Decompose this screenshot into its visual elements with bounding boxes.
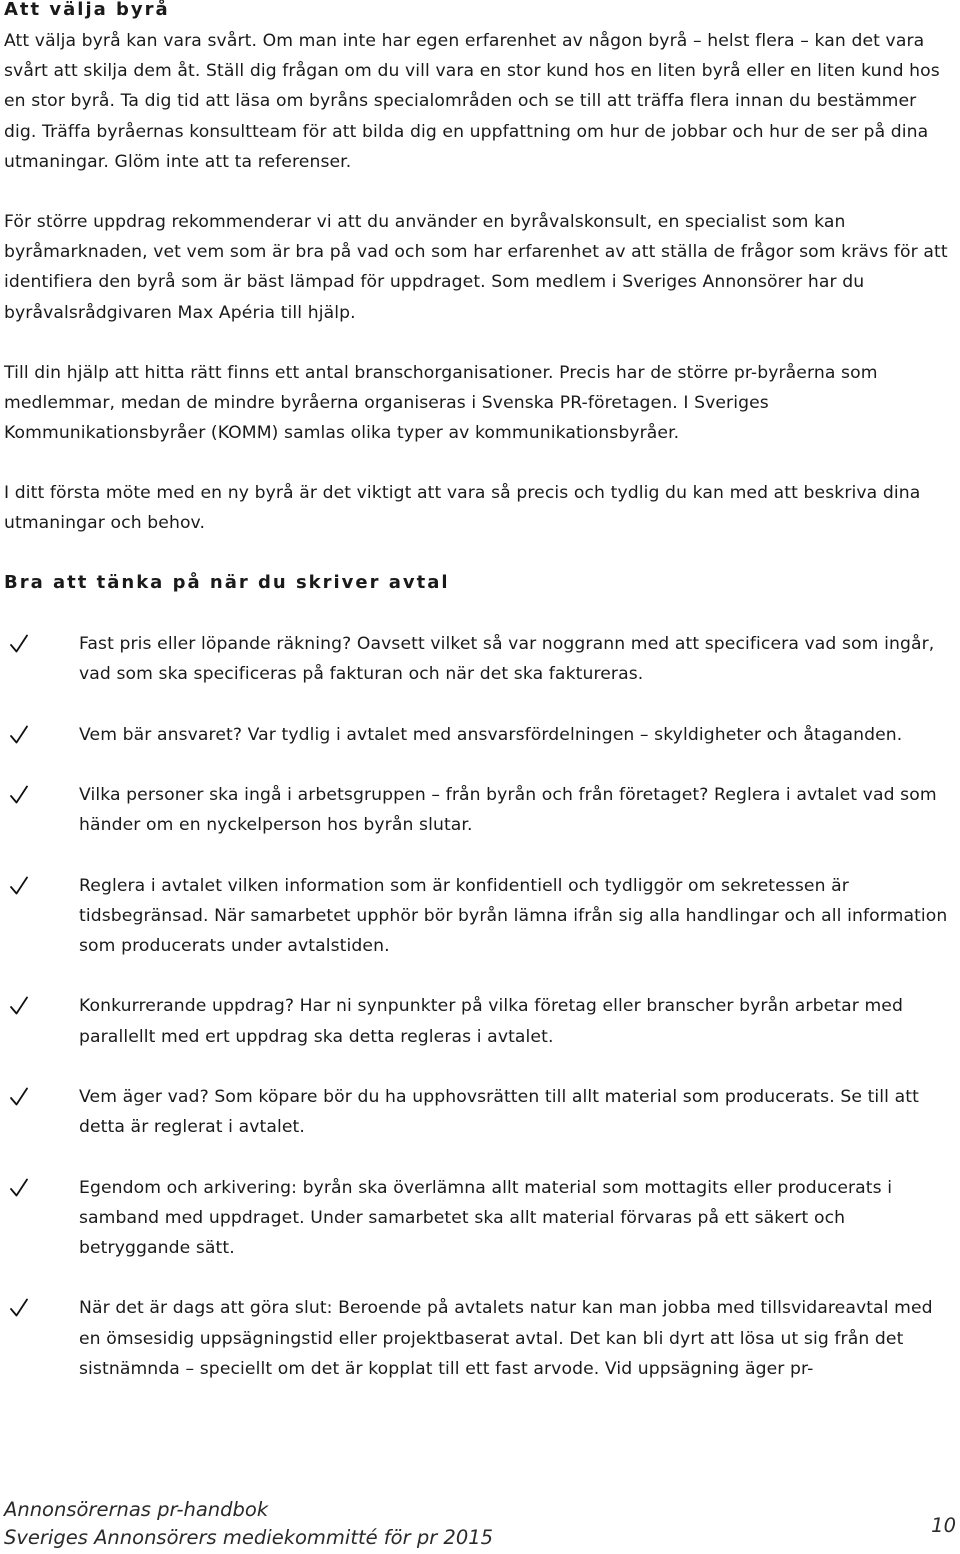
checklist-item (0, 871, 949, 962)
checklist-item-text: Vilka personer ska ingå i arbetsgruppen – från byrån och från företaget? Reglera i avtalet vad som händer om en nyckelperson hos byrån slutar. (79, 784, 937, 836)
checkmark-icon (10, 725, 28, 745)
checklist-item (0, 780, 949, 840)
checklist-item-text: Konkurrerande uppdrag? Har ni synpunkter på vilka företag eller branscher byrån arbetar med parallellt med ert uppdrag ska detta regleras i avtalet. (79, 996, 903, 1047)
checkmark-icon (10, 634, 28, 654)
contract-checklist (0, 629, 960, 1414)
paragraph-first-meeting: I ditt första möte med en ny byrå är det viktigt att vara så precis och tydlig du kan med att beskriva dina utmaningar och behov. (4, 483, 921, 534)
paragraph-intro: Att välja byrå kan vara svårt. Om man inte har egen erfarenhet av någon byrå – helst flera – kan det vara svårt att skilja dem åt. Ställ dig frågan om du vill vara en stor kund hos en liten byrå eller en liten kund hos en stor byrå. Ta dig tid att läsa om byråns specialområden och se till att träffa flera innan du bestämmer dig. Träffa byråernas konsultteam för att bilda dig en uppfattning om hur de jobbar och hur de ser på dina utmaningar. Glöm inte att ta referenser. (4, 31, 940, 172)
checkmark-icon (10, 1298, 28, 1318)
checkmark-icon (10, 876, 28, 896)
paragraph-organisations: Till din hjälp att hitta rätt finns ett antal branschorganisationer. Precis har de större pr-byråerna som medlemmar, medan de mindre byråerna organiseras i Svenska PR-företagen. I Sveriges Kommunikationsbyråer (KOMM) samlas olika typer av kommunikationsbyråer. (4, 363, 878, 444)
checklist-item (0, 1173, 949, 1264)
checklist-item (0, 1082, 949, 1142)
checkmark-icon (10, 785, 28, 805)
section-heading-contract-tips: Bra att tänka på när du skriver avtal (4, 572, 450, 593)
footer-publisher: Sveriges Annonsörers mediekommitté för pr 2015 (4, 1526, 494, 1549)
checkmark-icon (10, 996, 28, 1016)
checkmark-icon (10, 1087, 28, 1107)
footer-publication-title: Annonsörernas pr-handbok (4, 1498, 269, 1521)
checklist-item (0, 991, 949, 1051)
checklist-item (0, 720, 949, 750)
page-number: 10 (931, 1514, 956, 1537)
checklist-item-text: Reglera i avtalet vilken information som är konfidentiell och tydliggör om sekretessen är tidsbegränsad. När samarbetet upphör bör byrån lämna ifrån sig alla handlingar och all information som producerats under avtalstiden. (79, 875, 948, 956)
checklist-item (0, 1293, 949, 1384)
checklist-item (0, 629, 949, 689)
checkmark-icon (10, 1178, 28, 1198)
paragraph-consultant: För större uppdrag rekommenderar vi att du använder en byråvalskonsult, en specialist som kan byråmarknaden, vet vem som är bra på vad och som har erfarenhet av att ställa de frågor som krävs för att identifiera den byrå som är bäst lämpad för uppdraget. Som medlem i Sveriges Annonsörer har du byråvalsrådgivaren Max Apéria till hjälp. (4, 212, 948, 323)
checklist-item-text: Vem bär ansvaret? Var tydlig i avtalet med ansvarsfördelningen – skyldigheter och åtaganden. (79, 724, 903, 745)
checklist-item-text: Fast pris eller löpande räkning? Oavsett vilket så var noggrann med att specificera vad som ingår, vad som ska specificeras på fakturan och när det ska faktureras. (79, 634, 935, 685)
checklist-item-text: Vem äger vad? Som köpare bör du ha upphovsrätten till allt material som producerats. Se till att detta är reglerat i avtalet. (79, 1086, 919, 1138)
checklist-item-text: Egendom och arkivering: byrån ska överlämna allt material som mottagits eller producerats i samband med uppdraget. Under samarbetet ska allt material förvaras på ett säkert och betryggande sätt. (79, 1177, 893, 1258)
checklist-item-text: När det är dags att göra slut: Beroende på avtalets natur kan man jobba med tillsvidareavtal med en ömsesidig uppsägningstid eller projektbaserat avtal. Det kan bli dyrt att lösa ut sig från det sistnämnda – speciellt om det är kopplat till ett fast arvode. Vid uppsägning äger pr- (79, 1298, 933, 1379)
section-heading-choose-agency: Att välja byrå (4, 0, 170, 20)
